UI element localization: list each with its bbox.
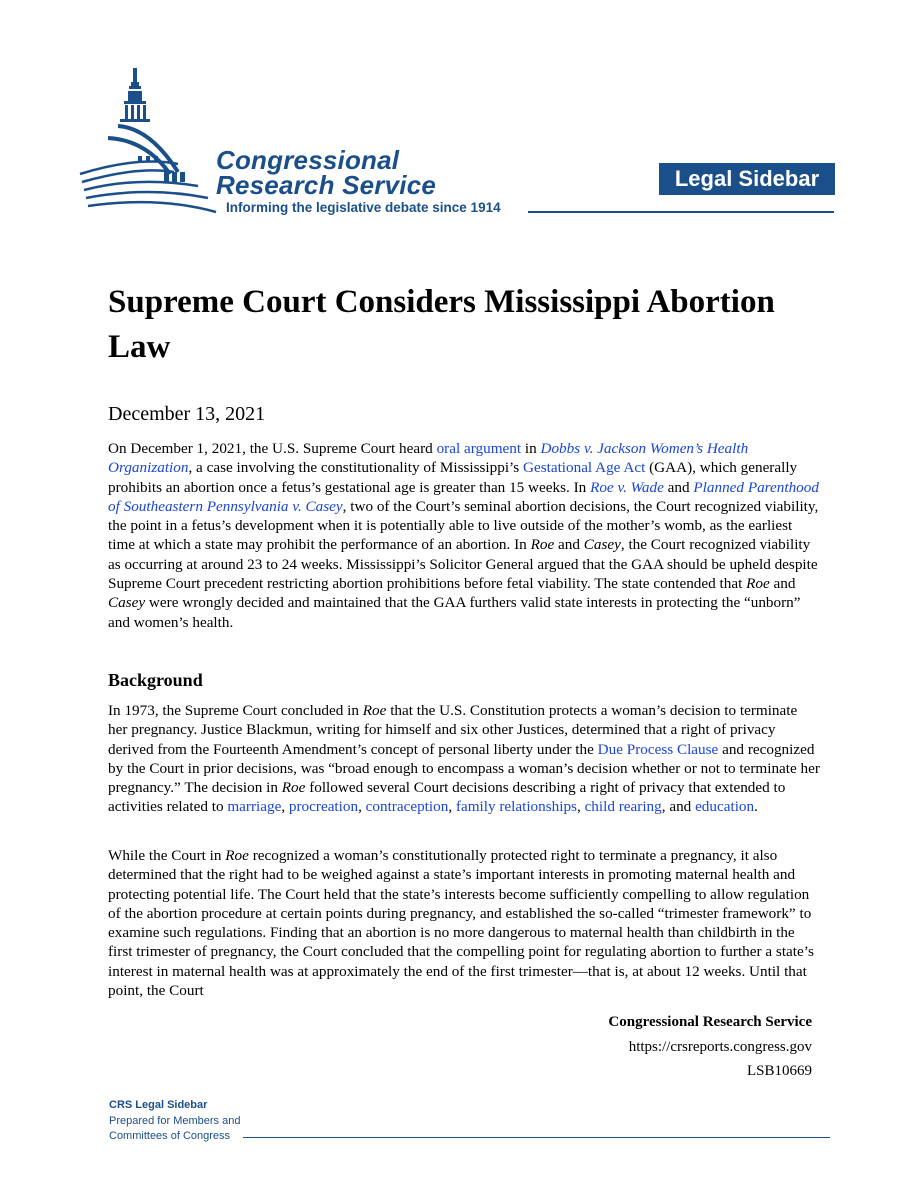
text-run: , [281,798,289,816]
document-title: Supreme Court Considers Mississippi Abortion Law [108,284,775,365]
text-run: , [576,798,585,816]
prepared-for-line3: Committees of Congress [109,1130,231,1142]
text-run: , two of the Court’s seminal abortion decisions, the Court recognized viability, the point in a fetus’s development when it is potentially able to live outside of the mother’s womb, as the earliest time at which a state may prohibit the performance of an abortion. In [108,497,819,554]
text-run: , [448,798,456,816]
text-run: followed several Court decisions describing a right of privacy that extended to activities related to [108,779,786,816]
body-paragraph-2 [108,701,820,817]
capitol-dome-icon [78,64,218,214]
inline-link[interactable]: Planned Parenthood of Southeastern Pennsylvania v. Casey [108,478,819,515]
inline-link[interactable]: Roe v. Wade [590,478,664,496]
text-run: Casey [583,536,621,554]
inline-link[interactable]: oral argument [436,440,522,457]
prepared-for-line2: Prepared for Members and [109,1114,241,1127]
text-run: and recognized by the Court in prior decisions, was “broad enough to encompass a woman’s decision whether or not to terminate her pregnancy.” The decision in [108,740,820,797]
text-run: that the U.S. Constitution protects a woman’s decision to terminate her pregnancy. Justice Blackmun, writing for himself and six other Justices, determined that a right of privacy derived from the Fourteenth Amendment’s concept of personal liberty under the [108,702,798,758]
text-run: While the Court in [108,847,226,864]
legal-sidebar-badge: Legal Sidebar [659,163,835,195]
footer-divider [243,1137,830,1138]
inline-link[interactable]: Gestational Age Act [522,459,646,477]
prepared-for-label [109,1098,240,1145]
text-run: Roe [530,536,555,554]
inline-link[interactable]: Due Process Clause [597,740,719,758]
text-run: recognized a woman’s constitutionally protected right to terminate a pregnancy, it also determined that the right had to be weighed against a state’s important interests in promoting maternal health and protecting potential life. The Court held that the state’s interests become sufficiently compelling to allow regulation of the abortion procedure at certain points during pregnancy, and established the so-called “trimester framework” to examine such regulations. Finding that an abortion is no more dangerous to maternal health than childbirth in the first trimester of pregnancy, the Court concluded that the compelling point for regulating abortion to further a state’s interest in maternal health was at approximately the end of the first trimester—that is, at about 12 weeks. Until that point, the Court [108,847,814,1000]
inline-link[interactable]: education [695,798,755,816]
text-run: and [769,575,796,593]
text-run: , [358,798,366,816]
document-date: December 13, 2021 [108,403,266,425]
inline-link[interactable]: marriage [227,798,282,816]
text-run: On December 1, 2021, the U.S. Supreme Court heard [108,440,437,457]
text-run: and [554,536,584,554]
text-run: were wrongly decided and maintained that the GAA furthers valid state interests in protecting the “unborn” and women’s health. [108,594,801,631]
inline-link[interactable]: Dobbs v. Jackson Women’s Health Organization [108,440,749,477]
text-run: , the Court recognized viability as occurring at around 23 to 24 weeks. Mississippi’s Solicitor General argued that the GAA should be upheld despite Supreme Court precedent restricting abortion prohibitions before fetal viability. The state contended that [108,536,818,593]
text-run: Roe [225,847,249,864]
body-paragraph-3 [108,846,820,1000]
text-run: . [754,798,758,816]
prepared-for-line1: CRS Legal Sidebar [109,1099,208,1111]
inline-link[interactable]: family relationships [455,798,577,816]
text-run: in [521,440,541,457]
org-name-line1: Congressional [216,145,400,175]
org-name-line2: Research Service [216,170,437,200]
org-tagline: Informing the legislative debate since 1914 [226,200,501,215]
section-heading-background: Background [108,670,203,690]
text-run: , a case involving the constitutionality of Mississippi’s [188,459,523,477]
text-run: , and [661,798,696,816]
footer-org-name: Congressional Research Service [608,1014,812,1030]
footer-report-id: LSB10669 [746,1063,812,1079]
inline-link[interactable]: contraception [365,798,449,816]
text-run: Casey [108,594,146,612]
inline-link[interactable]: child rearing [584,798,662,816]
inline-link[interactable]: procreation [288,798,359,816]
text-run: (GAA), which generally prohibits an abortion once a fetus’s gestational age is greater than 15 weeks. In [108,459,798,496]
header-divider [528,211,834,213]
footer-url[interactable]: https://crsreports.congress.gov [628,1039,812,1055]
text-run: In 1973, the Supreme Court concluded in [108,702,363,719]
text-run: Roe [362,702,387,719]
text-run: Roe [746,575,770,593]
text-run: Roe [281,779,306,797]
text-run: and [663,478,694,496]
body-paragraph-1 [108,439,820,632]
